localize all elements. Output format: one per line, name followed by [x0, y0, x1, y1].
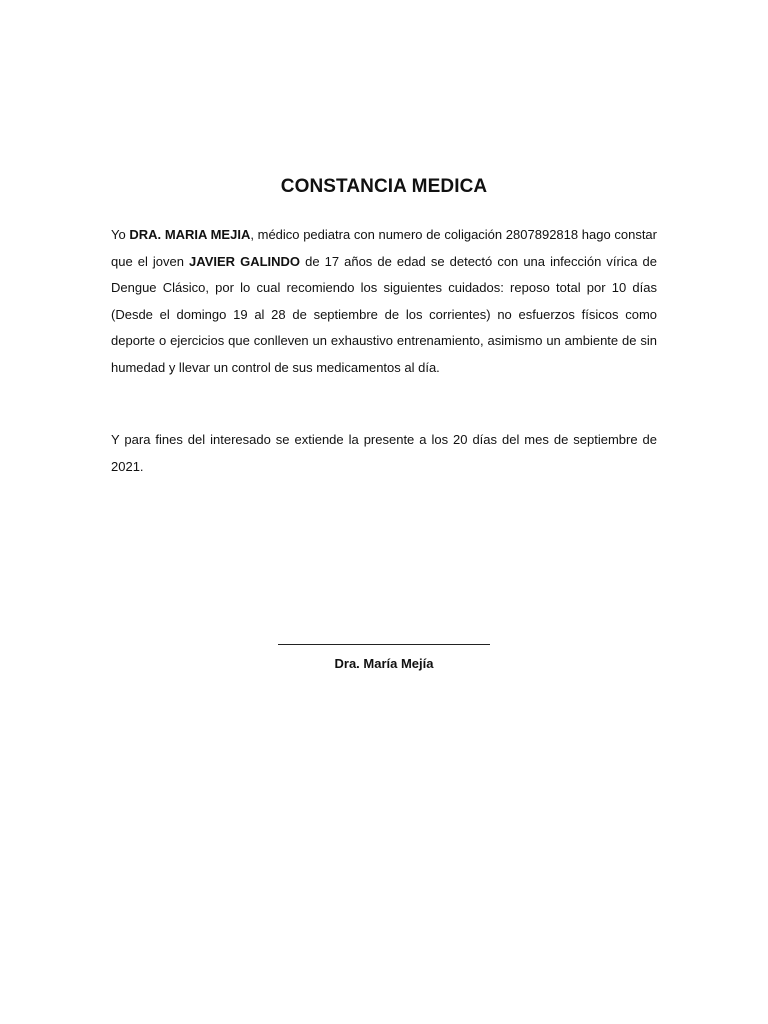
doctor-name: DRA. MARIA MEJIA	[129, 227, 251, 242]
issuance-paragraph: Y para fines del interesado se extiende la presente a los 20 días del mes de septiembre de 2021.	[111, 432, 657, 474]
body-text-credentials: , médico pediatra con numero de coligación 2807892818 hago constar que el joven	[111, 227, 657, 269]
signature-line	[278, 644, 490, 645]
signature-name: Dra. María Mejía	[334, 656, 434, 671]
body-text-diagnosis: de 17 años de edad se detectó con una infección vírica de Dengue Clásico, por lo cual recomiendo los siguientes cuidados: reposo total por 10 días (Desde el domingo 19 al 28 de septiembre de los corrientes) no esfuerzos físicos como deporte o ejercicios que conlleven un exhaustivo entrenamiento, asimismo un ambiente de sin humedad y llevar un control de sus medicamentos al día.	[111, 253, 657, 375]
document-title: CONSTANCIA MEDICA	[280, 176, 488, 197]
body-text-intro: Yo	[111, 227, 130, 242]
certificate-body-paragraph	[111, 222, 657, 381]
patient-name: JAVIER GALINDO	[189, 253, 301, 269]
